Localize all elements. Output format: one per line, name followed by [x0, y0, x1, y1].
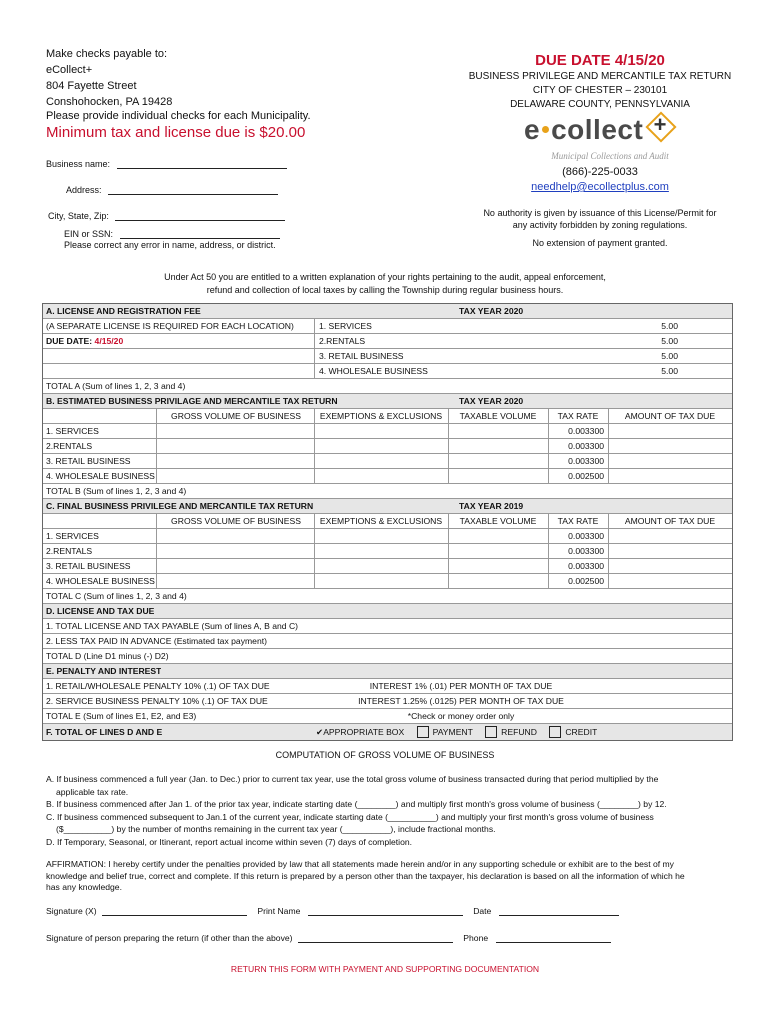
phone-field[interactable]: [496, 932, 611, 943]
col-gross-volume: GROSS VOLUME OF BUSINESS: [171, 516, 301, 526]
section-b-item-rate: 0.003300: [568, 456, 604, 466]
section-c-item-rate: 0.003300: [568, 561, 604, 571]
col-taxable-volume: TAXABLE VOLUME: [459, 516, 537, 526]
county: DELAWARE COUNTY, PENNSYLVANIA: [510, 99, 690, 110]
preparer-row: [46, 932, 611, 943]
total-e-label: TOTAL E (Sum of lines E1, E2, and E3): [46, 711, 197, 721]
section-b-item-rate: 0.002500: [568, 471, 604, 481]
section-e-row-2: [43, 693, 732, 708]
section-f-title: F. TOTAL OF LINES D AND E: [46, 727, 163, 737]
computation-title: COMPUTATION OF GROSS VOLUME OF BUSINESS: [275, 750, 495, 760]
ein-row: [64, 228, 280, 239]
affirmation-line-2: knowledge and belief true, correct and complete. If this return is prepared by a person other than the taxpayer, his declaration is based on all the information of which he: [46, 870, 685, 881]
section-a-item-value[interactable]: 5.00: [661, 351, 678, 361]
section-d-header: [43, 603, 732, 618]
payment-checkbox[interactable]: [417, 726, 429, 738]
logo-tagline: Municipal Collections and Audit: [551, 151, 669, 161]
act50-line-1: Under Act 50 you are entitled to a written explanation of your rights pertaining to the audit, appeal enforcement,: [164, 272, 606, 282]
section-b-item-label: 2.RENTALS: [46, 441, 93, 451]
section-c-item-label: 3. RETAIL BUSINESS: [46, 561, 131, 571]
logo-e: e: [524, 114, 541, 145]
print-name-label: Print Name: [257, 906, 301, 916]
return-title-block: [460, 70, 740, 112]
check-money-order-note: *Check or money order only: [407, 711, 515, 721]
section-e-title: E. PENALTY AND INTEREST: [46, 666, 162, 676]
authority-note: [460, 207, 740, 231]
payee-org: eCollect+: [46, 64, 93, 76]
section-a-row-1: [43, 318, 732, 333]
section-b-col-headers: [43, 408, 732, 423]
tax-form-table: [42, 303, 733, 741]
no-extension-note: No extension of payment granted.: [532, 238, 668, 248]
section-a-due-label: [46, 334, 123, 348]
affirmation-line-3: has any knowledge.: [46, 882, 122, 893]
act50-line-2: refund and collection of local taxes by calling the Township during regular business hours.: [206, 285, 564, 295]
section-e-line-1: 1. RETAIL/WHOLESALE PENALTY 10% (.1) OF TAX DUE: [46, 681, 270, 691]
appropriate-box-label: APPROPRIATE BOX: [323, 727, 405, 737]
date-field[interactable]: [499, 905, 619, 916]
return-form-footer: RETURN THIS FORM WITH PAYMENT AND SUPPORTING DOCUMENTATION: [230, 964, 540, 974]
ein-label: EIN or SSN:: [64, 229, 114, 239]
section-a-row-2: [43, 333, 732, 348]
logo-plus: +: [653, 112, 667, 137]
col-tax-rate: TAX RATE: [557, 516, 599, 526]
preparer-label: Signature of person preparing the return (if other than the above): [46, 933, 293, 943]
section-b-row: [43, 438, 732, 453]
section-c-col-headers: [43, 513, 732, 528]
section-d-line-1: 1. TOTAL LICENSE AND TAX PAYABLE (Sum of lines A, B and C): [46, 621, 299, 631]
preparer-signature-field[interactable]: [298, 932, 453, 943]
computation-block: [46, 773, 736, 849]
phone-number: (866)-225-0033: [562, 166, 638, 178]
signature-field[interactable]: [102, 905, 247, 916]
affirmation-block: [46, 859, 726, 894]
minimum-tax-note: Minimum tax and license due is $20.00: [46, 124, 306, 141]
ein-input[interactable]: [120, 228, 280, 239]
refund-label: REFUND: [501, 727, 537, 737]
section-d-title: D. LICENSE AND TAX DUE: [46, 606, 155, 616]
section-c-row: [43, 558, 732, 573]
section-a-total: [43, 378, 732, 393]
section-a-item-value[interactable]: 5.00: [661, 366, 678, 376]
total-b-label: TOTAL B (Sum of lines 1, 2, 3 and 4): [46, 486, 187, 496]
business-name-input[interactable]: [117, 158, 287, 169]
payable-block: [46, 46, 172, 110]
section-b-item-label: 4. WHOLESALE BUSINESS: [46, 471, 155, 481]
section-c-item-rate: 0.002500: [568, 576, 604, 586]
col-amount-due: AMOUNT OF TAX DUE: [624, 516, 716, 526]
section-a-header: [43, 304, 732, 318]
section-b-title: B. ESTIMATED BUSINESS PRIVILAGE AND MERCANTILE TAX RETURN: [46, 396, 338, 406]
section-a-year: TAX YEAR 2020: [459, 306, 524, 316]
computation-b: B. If business commenced after Jan 1. of the prior tax year, indicate starting date (________) and multiply first month's gross volume of business (________) by 12.: [46, 799, 667, 810]
section-b-row: [43, 453, 732, 468]
individual-checks-note: Please provide individual checks for each Municipality.: [46, 110, 311, 122]
section-e-total: [43, 708, 732, 723]
separate-license-note: (A SEPARATE LICENSE IS REQUIRED FOR EACH LOCATION): [46, 321, 294, 331]
credit-checkbox[interactable]: [549, 726, 561, 738]
payable-label: Make checks payable to:: [46, 48, 168, 60]
interest-1: INTEREST 1% (.01) PER MONTH 0F TAX DUE: [369, 681, 553, 691]
section-b-row: [43, 468, 732, 483]
section-d-line-2: 2. LESS TAX PAID IN ADVANCE (Estimated tax payment): [46, 636, 267, 646]
section-b-item-label: 1. SERVICES: [46, 426, 99, 436]
col-taxable-volume: TAXABLE VOLUME: [459, 411, 537, 421]
payee-city: Conshohocken, PA 19428: [46, 96, 173, 108]
section-d-row-2: [43, 633, 732, 648]
section-d-row-1: [43, 618, 732, 633]
section-a-row-3: [43, 348, 732, 363]
section-a-item-label: 2.RENTALS: [319, 336, 366, 346]
affirmation-line-1: AFFIRMATION: I hereby certify under the penalties provided by law that all statements made herein and/or in any supporting schedule or exhibit are to the best of my: [46, 859, 674, 869]
section-e-line-2: 2. SERVICE BUSINESS PENALTY 10% (.1) OF TAX DUE: [46, 696, 268, 706]
checkmark-icon: ✔: [316, 727, 324, 737]
section-c-year: TAX YEAR 2019: [459, 501, 524, 511]
city-state-zip-input[interactable]: [115, 210, 285, 221]
logo-dot-icon: [542, 126, 549, 133]
computation-c-2: ($__________) by the number of months remaining in the current tax year (__________), include fractional months.: [56, 824, 496, 835]
section-b-total: [43, 483, 732, 498]
section-c-item-label: 2.RENTALS: [46, 546, 93, 556]
section-c-title: C. FINAL BUSINESS PRIVILEGE AND MERCANTILE TAX RETURN: [46, 501, 314, 511]
logo-collect: collect: [551, 114, 644, 145]
ecollect-logo: [524, 112, 694, 156]
col-exemptions: EXEMPTIONS & EXCLUSIONS: [319, 516, 443, 526]
computation-a-2: applicable tax rate.: [56, 786, 129, 797]
computation-d: D. If Temporary, Seasonal, or Itinerant, report actual income within seven (7) days of completion.: [46, 836, 413, 847]
section-b-row: [43, 423, 732, 438]
col-tax-rate: TAX RATE: [557, 411, 599, 421]
correct-error-note: Please correct any error in name, address, or district.: [64, 240, 276, 250]
business-name-row: [46, 158, 287, 169]
interest-2: INTEREST 1.25% (.0125) PER MONTH OF TAX DUE: [358, 696, 564, 706]
return-title: BUSINESS PRIVILEGE AND MERCANTILE TAX RETURN: [468, 71, 732, 82]
section-f-header: [43, 723, 732, 740]
section-f-options: [316, 724, 597, 740]
section-a-item-value[interactable]: 5.00: [661, 321, 678, 331]
section-c-item-label: 1. SERVICES: [46, 531, 99, 541]
total-a-label: TOTAL A (Sum of lines 1, 2, 3 and 4): [46, 381, 186, 391]
section-c-total: [43, 588, 732, 603]
section-a-item-label: 1. SERVICES: [319, 321, 372, 331]
section-a-item-label: 4. WHOLESALE BUSINESS: [319, 366, 428, 376]
address-label: Address:: [66, 185, 102, 195]
section-b-item-rate: 0.003300: [568, 441, 604, 451]
total-d-label: TOTAL D (Line D1 minus (-) D2): [46, 651, 169, 661]
due-date: DUE DATE 4/15/20: [535, 52, 665, 69]
act50-notice: [40, 271, 730, 297]
section-c-item-rate: 0.003300: [568, 546, 604, 556]
business-name-label: Business name:: [46, 159, 111, 169]
section-b-item-label: 3. RETAIL BUSINESS: [46, 456, 131, 466]
section-b-year: TAX YEAR 2020: [459, 396, 524, 406]
section-c-item-label: 4. WHOLESALE BUSINESS: [46, 576, 155, 586]
city-state-zip-label: City, State, Zip:: [48, 211, 109, 221]
section-a-item-label: 3. RETAIL BUSINESS: [319, 351, 404, 361]
city-code: CITY OF CHESTER – 230101: [532, 85, 668, 96]
col-amount-due: AMOUNT OF TAX DUE: [624, 411, 716, 421]
signature-row: [46, 905, 619, 916]
section-a-row-4: [43, 363, 732, 378]
phone-label: Phone: [463, 933, 489, 943]
section-d-total: [43, 648, 732, 663]
payee-street: 804 Fayette Street: [46, 80, 137, 92]
due-label: DUE DATE:: [46, 336, 93, 346]
section-b-item-rate: 0.003300: [568, 426, 604, 436]
section-e-row-1: [43, 678, 732, 693]
section-a-item-value[interactable]: 5.00: [661, 336, 678, 346]
section-e-header: [43, 663, 732, 678]
authority-line-1: No authority is given by issuance of this License/Permit for: [483, 208, 717, 218]
computation-a-1: A. If business commenced a full year (Jan. to Dec.) prior to current tax year, use the total gross volume of business transacted during that period multiplied by the: [46, 774, 659, 784]
section-c-header: [43, 498, 732, 513]
address-row: [66, 184, 278, 195]
date-label: Date: [473, 906, 492, 916]
support-email-link[interactable]: needhelp@ecollectplus.com: [531, 181, 669, 193]
payment-label: PAYMENT: [432, 727, 473, 737]
section-b-header: [43, 393, 732, 408]
section-c-row: [43, 528, 732, 543]
section-c-row: [43, 573, 732, 588]
city-state-zip-row: [48, 210, 285, 221]
col-exemptions: EXEMPTIONS & EXCLUSIONS: [319, 411, 443, 421]
computation-c-1: C. If business commenced subsequent to Jan.1 of the current year, indicate starting date (__________) and multiply your first month's gross volume of business: [46, 811, 654, 822]
section-c-item-rate: 0.003300: [568, 531, 604, 541]
total-c-label: TOTAL C (Sum of lines 1, 2, 3 and 4): [46, 591, 187, 601]
signature-label: Signature (X): [46, 906, 97, 916]
due-value: 4/15/20: [94, 336, 124, 346]
col-gross-volume: GROSS VOLUME OF BUSINESS: [171, 411, 301, 421]
address-input[interactable]: [108, 184, 278, 195]
section-c-row: [43, 543, 732, 558]
authority-line-2: any activity forbidden by zoning regulations.: [512, 220, 688, 230]
credit-label: CREDIT: [565, 727, 598, 737]
print-name-field[interactable]: [308, 905, 463, 916]
refund-checkbox[interactable]: [485, 726, 497, 738]
section-a-title: A. LICENSE AND REGISTRATION FEE: [46, 306, 201, 316]
